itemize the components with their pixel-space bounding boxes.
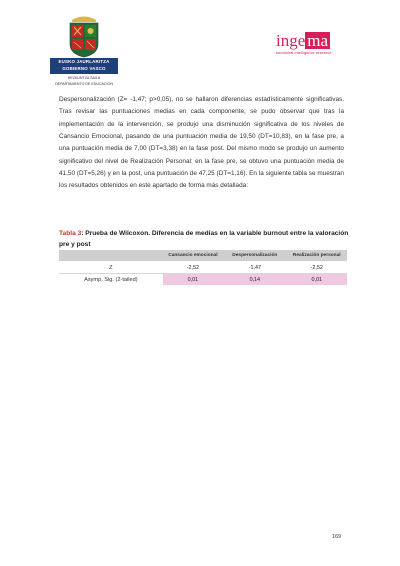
- coat-of-arms-icon: [64, 14, 104, 58]
- table-row: [59, 262, 347, 274]
- table-header-corner: [59, 250, 163, 262]
- table-cell: -1,47: [223, 262, 286, 274]
- table-cell: -2,52: [163, 262, 223, 274]
- table-cell: -2,52: [287, 262, 348, 274]
- table-caption: [59, 229, 349, 250]
- body-paragraph: Despersonalización (Z= -1,47; p>0,05), no se hallaron diferencias estadísticamente significativas. Tras revisar las puntuaciones medias en cada componente, se pudo observar que tras la implementación de la intervención, se produjo una disminución significativa de los niveles de Cansancio Emocional, pasando de una puntuación media de 19,50 (DT=10,83), en la fase pre, a una puntuación media de 7,00 (DT=3,38) en la fase post. Del mismo modo se produjo un aumento significativo del nivel de Realización Personal: en la fase pre, se obtuvo una puntuación media de 41,50 (DT=5,26) y en la post, una puntuación de 47,25 (DT=1,16). En la siguiente tabla se muestran los resultados obtenidos en este apartado de forma más detallada:: [59, 96, 344, 190]
- body-text: [59, 94, 344, 193]
- government-name-band: [50, 58, 118, 74]
- table-header-cell: Realización personal: [287, 250, 348, 262]
- table-row: [59, 274, 347, 286]
- brand-part2: ma: [307, 31, 329, 50]
- brand-tagline: emotional intelligence research: [276, 51, 332, 55]
- table-caption-text: : Prueba de Wilcoxon. Diferencia de medias en la variable burnout entre la valoración pre y post: [59, 230, 349, 248]
- gov-name-basque: EUSKO JAURLARITZA: [58, 59, 110, 64]
- table-row-label: Z: [59, 262, 163, 274]
- table-header-cell: Despersonalización: [223, 250, 286, 262]
- table-row-label: Asymp. Sig. (2-tailed): [59, 274, 163, 286]
- table-header-cell: Cansancio emocional: [163, 250, 223, 262]
- ingema-logo: [276, 32, 356, 62]
- table-header-row: [59, 250, 347, 262]
- table-caption-label: Tabla 3: [59, 230, 82, 237]
- basque-government-logo: [44, 14, 124, 92]
- brand-part1: inge: [276, 31, 306, 50]
- wilcoxon-table: [59, 250, 347, 286]
- brand-wordmark: [276, 32, 356, 49]
- gov-name-spanish: GOBIERNO VASCO: [62, 66, 106, 71]
- table-cell: 0,01: [163, 274, 223, 286]
- table-cell: 0,14: [223, 274, 286, 286]
- table-cell: 0,01: [287, 274, 348, 286]
- department-spanish: DEPARTAMENTO DE EDUCACIÓN: [55, 82, 113, 86]
- page-number: 169: [332, 534, 341, 540]
- department-basque: HEZKUNTZA SAILA: [67, 76, 101, 80]
